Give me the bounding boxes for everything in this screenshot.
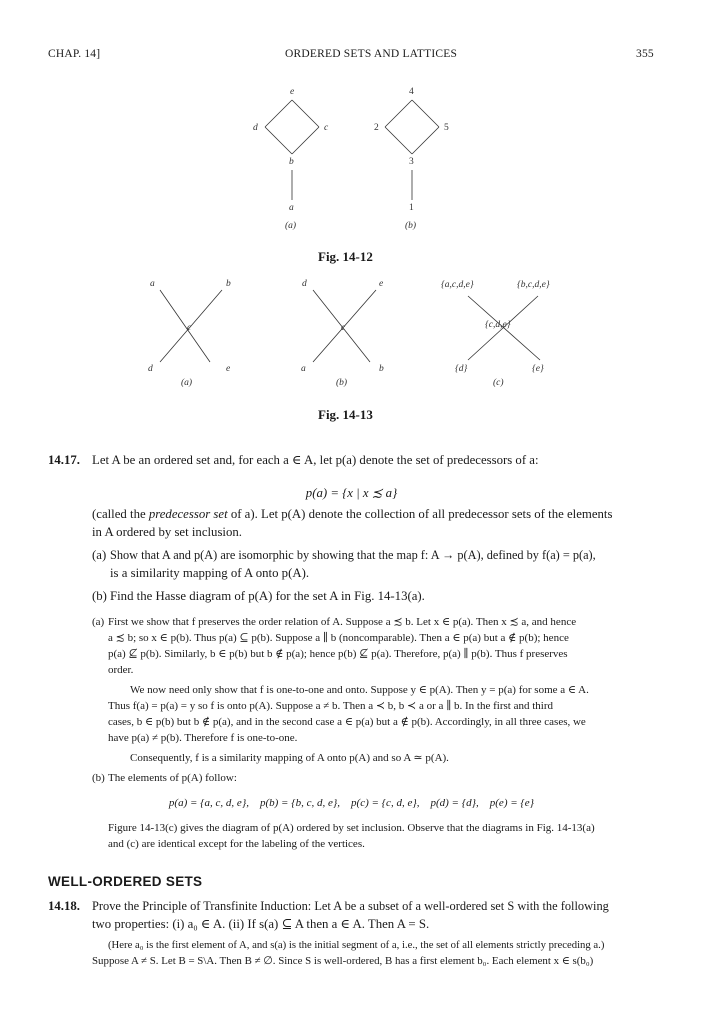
solution-b-line-1: The elements of p(A) follow: — [108, 772, 237, 784]
problem-17-called-line — [92, 505, 662, 523]
solution-a-line-6: Thus f(a) = p(a) = y so f is onto p(A). Suppose a ≠ b. Then a ≺ b, b ≺ a or a ∥ b. In the first and third — [108, 700, 554, 712]
fig12a-edge — [292, 100, 319, 127]
problem-18-solution-line-1: (Here a₀ is the first element of A, and s(a) is the initial segment of a, i.e., the set of all elements strictly preceding a.) — [108, 939, 605, 951]
fig12a-mid-label: b — [289, 157, 294, 167]
fig12b-bottom-label: 1 — [409, 203, 414, 213]
fig13b-tr-label: e — [379, 279, 384, 289]
fig12a-right-label: c — [324, 123, 329, 133]
fig13c-br-label: {e} — [532, 364, 544, 374]
fig13b-tl-label: d — [302, 279, 307, 289]
solution-b-label: (b) — [92, 772, 105, 784]
problem-18-solution-line-2: Suppose A ≠ S. Let B = S\A. Then B ≠ ∅. Since S is well-ordered, B has a first element b₀. Each element x ∈ s(b₀) — [92, 955, 594, 967]
fig13c-sublabel: (c) — [493, 378, 504, 388]
fig12a-edge — [265, 100, 292, 127]
fig13c-bl-label: {d} — [455, 364, 468, 374]
solution-a-line-9: Consequently, f is a similarity mapping of A onto p(A) and so A ≃ p(A). — [130, 752, 449, 764]
solution-a-line-3: p(a) ⊈ p(b). Similarly, b ∈ p(b) but b ∉ p(a); hence p(b) ⊈ p(a). Therefore, p(a) ∥ p(b). Thus f preserves — [108, 648, 568, 660]
page-number: 355 — [636, 48, 654, 60]
fig12a-sublabel: (a) — [285, 221, 297, 231]
fig12a-top-label: e — [290, 87, 295, 97]
running-header-title: ORDERED SETS AND LATTICES — [285, 48, 458, 60]
predecessor-set-term: predecessor set — [148, 507, 228, 521]
called-text-2: of a). Let p(A) denote the collection of all predecessor sets of the elements — [227, 507, 613, 521]
fig12a-edge — [292, 127, 319, 154]
fig12b-right-label: 5 — [444, 123, 449, 133]
part-a-line-1: Show that A and p(A) are isomorphic by showing that the map f: A → p(A), defined by f(a) = p(a), — [110, 548, 596, 562]
section-heading: WELL-ORDERED SETS — [48, 874, 203, 889]
solution-a-line-5: We now need only show that f is one-to-one and onto. Suppose y ∈ p(A). Then y = p(a) for some a ∈ A. — [130, 684, 589, 696]
figure-caption-14-12: Fig. 14-12 — [318, 249, 373, 264]
fig12b-left-label: 2 — [374, 123, 379, 133]
problem-18-line-2: two properties: (i) a₀ ∈ A. (ii) If s(a) ⊆ A then a ∈ A. Then A = S. — [92, 917, 430, 931]
solution-b-line-3: and (c) are identical except for the labeling of the vertices. — [108, 838, 365, 850]
problem-number-14-17: 14.17. — [48, 453, 80, 467]
fig12b-top-label: 4 — [409, 87, 414, 97]
solution-a-line-8: have p(a) ≠ p(b). Therefore f is one-to-one. — [108, 732, 298, 744]
running-header-chapter: CHAP. 14] — [48, 48, 101, 60]
figure-caption-14-13: Fig. 14-13 — [318, 407, 373, 422]
solution-b-formula: p(a) = {a, c, d, e}, p(b) = {b, c, d, e}, p(c) = {c, d, e}, p(d) = {d}, p(e) = {e} — [168, 797, 535, 809]
part-a-line-2: is a similarity mapping of A onto p(A). — [110, 566, 310, 580]
fig12a-bottom-label: a — [289, 203, 294, 213]
fig12b-sublabel: (b) — [405, 221, 417, 231]
fig12a-edge — [265, 127, 292, 154]
problem-number-14-18: 14.18. — [48, 899, 80, 913]
fig12b-mid-label: 3 — [409, 157, 414, 167]
fig13a-tr-label: b — [226, 279, 231, 289]
fig12b-edge — [412, 100, 439, 127]
fig12b-edge — [385, 127, 412, 154]
fig13a-br-label: e — [226, 364, 231, 374]
fig13c-tr-label: {b,c,d,e} — [517, 280, 550, 290]
solution-a-line-1: First we show that f preserves the order relation of A. Suppose a ≾ b. Let x ∈ p(a). Then x ≾ a, and hence — [108, 616, 577, 628]
part-b-line: Find the Hasse diagram of p(A) for the set A in Fig. 14-13(a). — [110, 589, 425, 603]
figure-14-12-lines — [0, 0, 703, 420]
fig13a-edge — [160, 290, 210, 362]
solution-a-line-4: order. — [108, 664, 134, 676]
fig13a-bl-label: d — [148, 364, 153, 374]
predecessor-set-formula: p(a) = {x | x ≾ a} — [305, 486, 398, 500]
part-b-label: (b) — [92, 589, 107, 603]
fig12b-edge — [385, 100, 412, 127]
problem-17-intro: Let A be an ordered set and, for each a ∈ A, let p(a) denote the set of predecessors of a: — [92, 453, 539, 467]
fig13a-tl-label: a — [150, 279, 155, 289]
fig13b-center-label: c — [341, 323, 346, 333]
solution-a-label: (a) — [92, 616, 105, 628]
called-text-1: (called the — [92, 507, 149, 521]
problem-18-line-1: Prove the Principle of Transfinite Induction: Let A be a subset of a well-ordered set S with the following — [92, 899, 609, 913]
solution-a-line-2: a ≾ b; so x ∈ p(b). Thus p(a) ⊆ p(b). Suppose a ∥ b (noncomparable). Then a ∈ p(a) but a ∉ p(b); hence — [108, 632, 569, 644]
fig13a-sublabel: (a) — [181, 378, 193, 388]
solution-a-line-7: cases, b ∈ p(b) but b ∉ p(a), and in the second case a ∈ p(a) but a ∉ p(b). Accordingly, in all three cases, we — [108, 716, 586, 728]
part-a-label: (a) — [92, 548, 107, 562]
fig13c-center-label: {c,d,e} — [485, 320, 511, 330]
fig13b-br-label: b — [379, 364, 384, 374]
fig12a-left-label: d — [253, 123, 258, 133]
solution-b-line-2: Figure 14-13(c) gives the diagram of p(A) ordered by set inclusion. Observe that the diagrams in Fig. 14-13(a) — [108, 822, 595, 834]
fig13b-bl-label: a — [301, 364, 306, 374]
problem-17-called-line-3: in A ordered by set inclusion. — [92, 525, 242, 539]
fig13c-tl-label: {a,c,d,e} — [441, 280, 474, 290]
fig13b-sublabel: (b) — [336, 378, 348, 388]
fig12b-edge — [412, 127, 439, 154]
fig13a-center-label: c — [187, 323, 192, 333]
